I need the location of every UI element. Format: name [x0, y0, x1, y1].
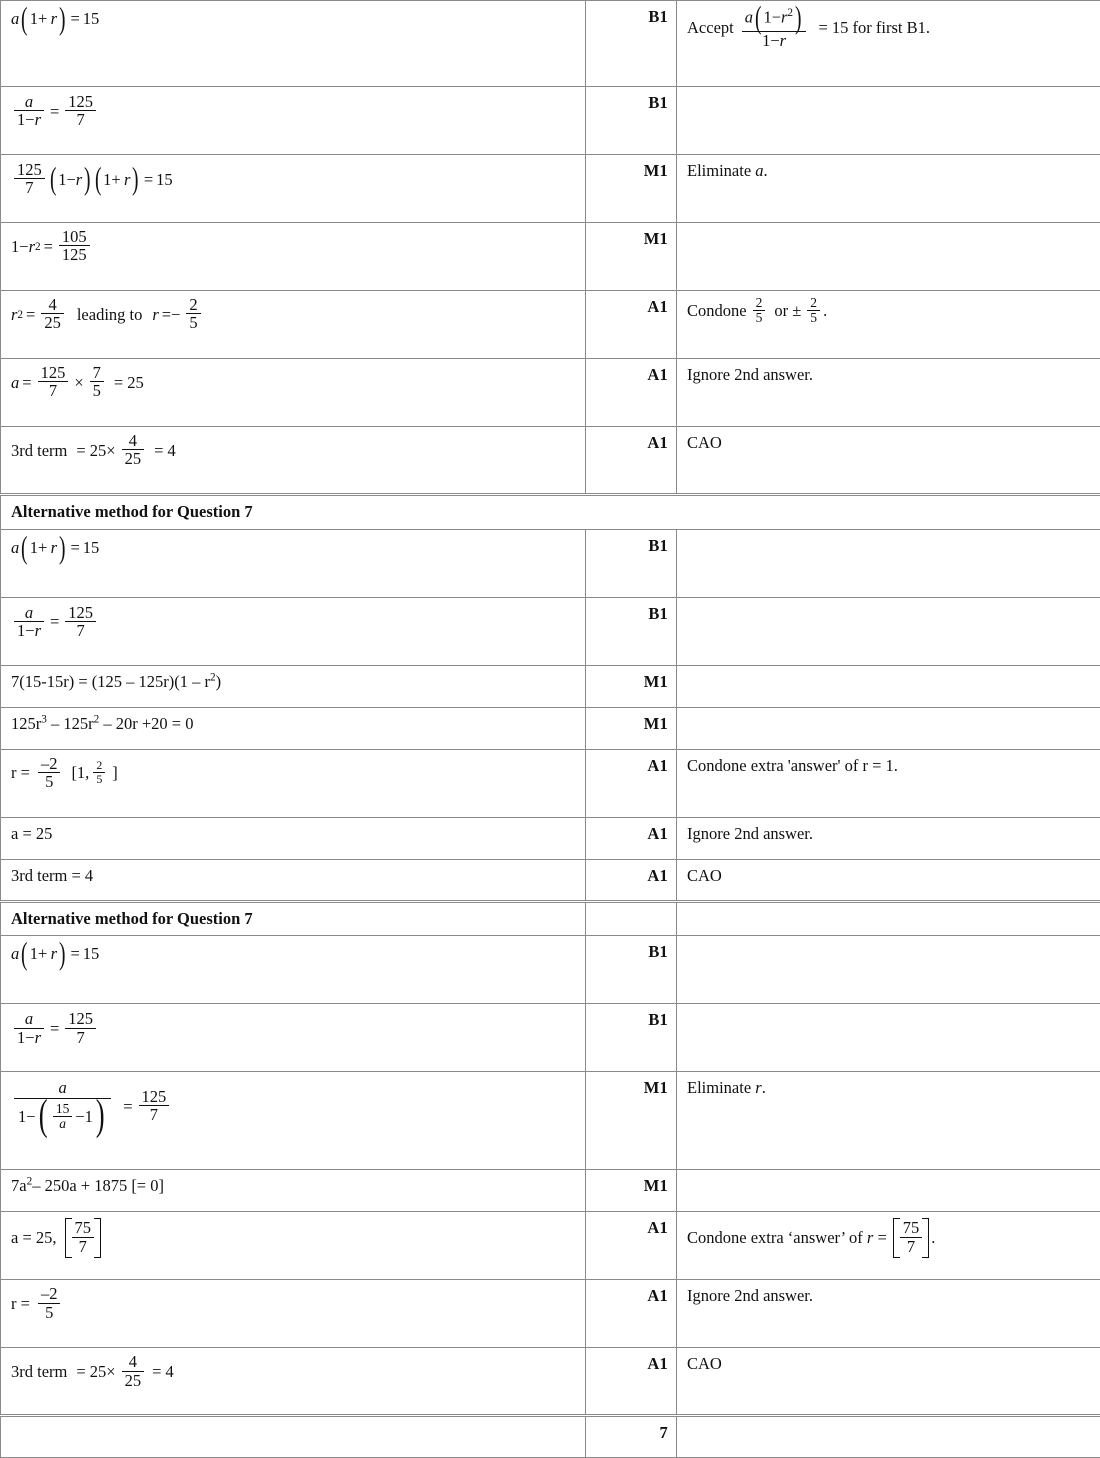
- working-cell: a 1− ( $\frac{15}{a}$ −1 ) = $\frac{125}{7}$: [1, 1072, 586, 1170]
- alt-method-heading-row: [1, 901, 1100, 936]
- mark-cell: A1: [586, 359, 677, 427]
- working-cell: r 2 = $\frac{4}{25}$ leading to r =− $\frac{2}{5}$: [1, 291, 586, 359]
- note-cell: Condone extra 'answer' of r = 1.: [677, 749, 1100, 817]
- mark-cell: A1: [586, 291, 677, 359]
- condone-or-label: or ±: [774, 301, 801, 322]
- condone-extra-label: Condone extra ‘answer’ of r =: [687, 1228, 887, 1249]
- note-cell: [677, 901, 1100, 936]
- working-cell: [1, 707, 586, 749]
- table-row: [1, 936, 1100, 1004]
- table-row: [1, 359, 1100, 427]
- table-row: [1, 665, 1100, 707]
- table-row: [1, 859, 1100, 901]
- table-row: [1, 427, 1100, 495]
- table-row: [1, 291, 1100, 359]
- accept-label: Accept: [687, 18, 734, 39]
- table-row: [1, 155, 1100, 223]
- working-cell: a ( 1+ r ) = 15: [1, 1, 586, 87]
- mark-cell: A1: [586, 749, 677, 817]
- note-cell: Condone $\frac{2}{5}$ or ± $\frac{2}{5}$ .: [677, 291, 1100, 359]
- working-cell: 1− r 2 = $\frac{105}{125}$: [1, 223, 586, 291]
- working-cell: $\frac{a}{1-r}$ = $\frac{125}{7}$: [1, 1004, 586, 1072]
- mark-cell: B1: [586, 1004, 677, 1072]
- working-cell: 3rd term = 25× $\frac{4}{25}$ = 4: [1, 427, 586, 495]
- note-cell: [677, 1004, 1100, 1072]
- working-cell: $\frac{125}{7}$ ( 1− r ) ( 1+ r ) = 15: [1, 155, 586, 223]
- r-equals-label: r =: [11, 1294, 30, 1315]
- note-cell: [677, 597, 1100, 665]
- mark-cell: A1: [586, 1212, 677, 1280]
- table-row: [1, 707, 1100, 749]
- table-row: [1, 529, 1100, 597]
- quadratic-equation: $7a^2-$ 250a + 1875 [= 0]: [11, 1176, 164, 1195]
- working-cell: 3rd term = 25× $\frac{4}{25}$ = 4: [1, 1348, 586, 1416]
- mark-cell: A1: [586, 859, 677, 901]
- condone-label: Condone: [687, 301, 747, 322]
- mark-cell: A1: [586, 427, 677, 495]
- note-cell: [677, 155, 1100, 223]
- mark-cell: A1: [586, 1348, 677, 1416]
- note-cell: CAO: [677, 427, 1100, 495]
- table-row: [1, 1348, 1100, 1416]
- table-row: [1, 749, 1100, 817]
- table-row: [1, 1212, 1100, 1280]
- mark-cell: A1: [586, 817, 677, 859]
- r-equals-label: r =: [11, 763, 30, 784]
- table-row: [1, 1072, 1100, 1170]
- mark-cell: B1: [586, 87, 677, 155]
- expanded-equation: $7(15-15r) = (125 - 125r)(1 - r^2)$: [11, 672, 221, 691]
- working-cell: a ( 1+ r ) = 15: [1, 529, 586, 597]
- alt-method-heading-row: [1, 495, 1100, 530]
- mark-cell: B1: [586, 936, 677, 1004]
- note-cell: Accept $\frac{a( 1-r^2)}{1-r}$ = 15 for first B1.: [677, 1, 1100, 87]
- working-cell: a ( 1+ r ) = 15: [1, 936, 586, 1004]
- total-row: [1, 1416, 1100, 1458]
- note-cell: [677, 707, 1100, 749]
- table-row: [1, 597, 1100, 665]
- working-cell: [1, 665, 586, 707]
- mark-cell: M1: [586, 223, 677, 291]
- working-cell: 3rd term = 4: [1, 859, 586, 901]
- note-cell: Condone extra ‘answer’ of r = $\frac{75}{7}$ .: [677, 1212, 1100, 1280]
- third-term-label: 3rd term: [11, 441, 67, 462]
- working-cell: a = 25, $\frac{75}{7}$: [1, 1212, 586, 1280]
- mark-cell: B1: [586, 597, 677, 665]
- note-cell: CAO: [677, 859, 1100, 901]
- note-cell: [677, 87, 1100, 155]
- cubic-equation: $125r^3 - 125r^2 - 20r +20 = 0$: [11, 714, 193, 733]
- total-marks-cell: 7: [586, 1416, 677, 1458]
- third-term-label: 3rd term: [11, 1362, 67, 1383]
- note-cell: Ignore 2nd answer.: [677, 359, 1100, 427]
- note-cell: [677, 1072, 1100, 1170]
- mark-cell: M1: [586, 155, 677, 223]
- mark-cell: B1: [586, 529, 677, 597]
- alt-method-heading: Alternative method for Question 7: [1, 495, 1100, 530]
- working-cell: [1, 1170, 586, 1212]
- table-row: [1, 817, 1100, 859]
- condone-period: .: [823, 301, 827, 322]
- working-cell: $\frac{a}{1-r}$ = $\frac{125}{7}$: [1, 597, 586, 665]
- accept-suffix: = 15 for first B1.: [815, 18, 933, 39]
- mark-cell: M1: [586, 707, 677, 749]
- mark-cell: A1: [586, 1280, 677, 1348]
- note-cell: [677, 223, 1100, 291]
- note-cell: Ignore 2nd answer.: [677, 1280, 1100, 1348]
- table-row: [1, 1004, 1100, 1072]
- table-row: [1, 223, 1100, 291]
- eliminate-a-note: Eliminate a.: [687, 161, 768, 180]
- leading-to-label: leading to: [74, 305, 146, 326]
- table-row: [1, 1170, 1100, 1212]
- total-working-cell: [1, 1416, 586, 1458]
- working-cell: r = $\frac{-2}{5}$: [1, 1280, 586, 1348]
- mark-cell: M1: [586, 665, 677, 707]
- working-cell: a = $\frac{125}{7}$ × $\frac{7}{5}$ = 25: [1, 359, 586, 427]
- table-row: [1, 1, 1100, 87]
- a-value-label: a = 25,: [11, 1228, 57, 1249]
- table-row: [1, 1280, 1100, 1348]
- note-cell: CAO: [677, 1348, 1100, 1416]
- eliminate-r-note: Eliminate r.: [687, 1078, 766, 1097]
- note-cell: [677, 1170, 1100, 1212]
- note-cell: [677, 936, 1100, 1004]
- table-row: [1, 87, 1100, 155]
- mark-cell: B1: [586, 1, 677, 87]
- alt-method-heading: Alternative method for Question 7: [1, 901, 586, 936]
- mark-cell: M1: [586, 1170, 677, 1212]
- mark-cell: [586, 901, 677, 936]
- note-cell: [677, 529, 1100, 597]
- working-cell: a = 25: [1, 817, 586, 859]
- note-cell: Ignore 2nd answer.: [677, 817, 1100, 859]
- mark-cell: M1: [586, 1072, 677, 1170]
- total-note-cell: [677, 1416, 1100, 1458]
- working-cell: r = $\frac{-2}{5}$ [1, $\frac{2}{5}$ ]: [1, 749, 586, 817]
- working-cell: $\frac{a}{1-r}$ = $\frac{125}{7}$: [1, 87, 586, 155]
- note-cell: [677, 665, 1100, 707]
